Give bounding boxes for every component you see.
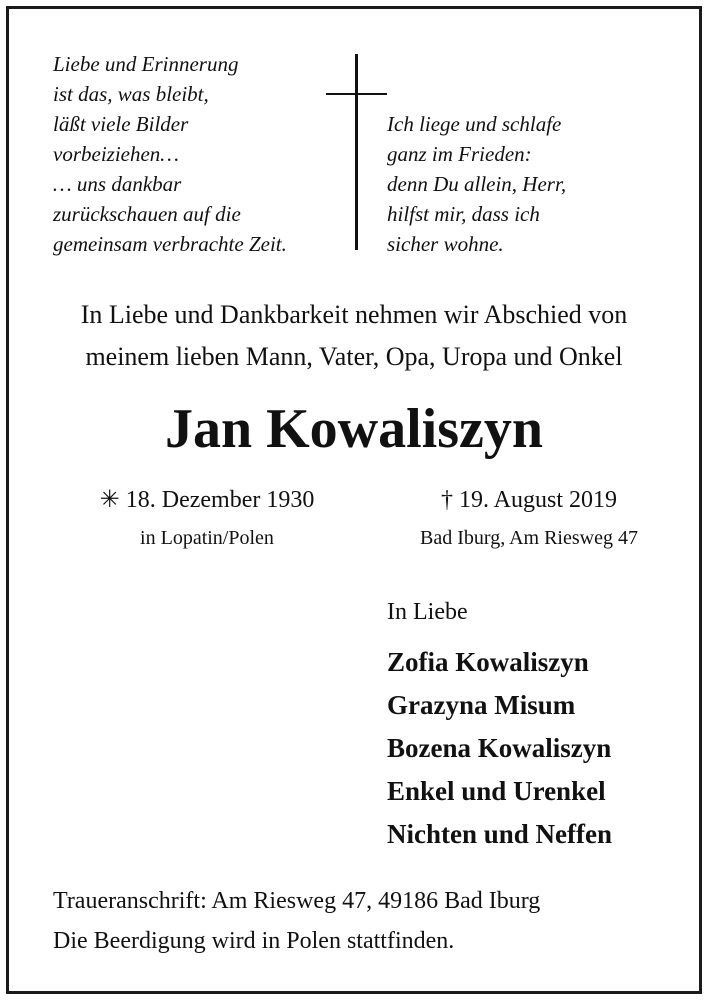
- cross-horizontal-bar: [326, 93, 387, 95]
- funeral-note: Die Beerdigung wird in Polen stattfinden.: [53, 928, 455, 954]
- mourner-name: Zofia Kowaliszyn: [387, 647, 589, 677]
- poem-left-line: zurückschauen auf die: [53, 202, 241, 226]
- poem-right-line: sicher wohne.: [387, 232, 504, 256]
- birth-date-line: [67, 483, 347, 517]
- poem-right-line: Ich liege und schlafe: [387, 112, 562, 136]
- birth-star-icon: ✳: [99, 487, 120, 513]
- footer-info: [53, 881, 540, 961]
- intro-line: meinem lieben Mann, Vater, Opa, Uropa und Onkel: [85, 342, 623, 371]
- poem-left-line: läßt viele Bilder: [53, 112, 189, 136]
- mourning-address: Traueranschrift: Am Riesweg 47, 49186 Bad Iburg: [53, 888, 541, 914]
- poem-left: [53, 49, 287, 259]
- poem-left-line: … uns dankbar: [53, 172, 182, 196]
- poem-right-line: hilfst mir, dass ich: [387, 202, 540, 226]
- birth-date: 18. Dezember 1930: [125, 487, 315, 513]
- poem-left-line: gemeinsam verbrachte Zeit.: [53, 232, 287, 256]
- poem-right-line: ganz im Frieden:: [387, 142, 532, 166]
- death-dagger-icon: †: [440, 487, 453, 513]
- mourners-label: In Liebe: [387, 599, 468, 625]
- intro-line: In Liebe und Dankbarkeit nehmen wir Abschied von: [80, 300, 628, 329]
- mourner-name: Nichten und Neffen: [387, 819, 613, 849]
- birth-place: in Lopatin/Polen: [140, 527, 274, 549]
- deceased-name: Jan Kowaliszyn: [164, 398, 544, 460]
- poem-left-line: vorbeiziehen…: [53, 142, 179, 166]
- poem-left-line: ist das, was bleibt,: [53, 82, 209, 106]
- birth-info: [67, 483, 347, 553]
- obituary-notice: [6, 6, 702, 994]
- cross-vertical-bar: [355, 54, 358, 250]
- poem-left-line: Liebe und Erinnerung: [53, 52, 239, 76]
- mourner-name: Enkel und Urenkel: [387, 776, 606, 806]
- mourner-name: Grazyna Misum: [387, 690, 576, 720]
- mourners-block: [387, 595, 612, 856]
- death-date: 19. August 2019: [458, 487, 617, 513]
- death-date-line: [379, 483, 679, 517]
- poem-right-line: denn Du allein, Herr,: [387, 172, 567, 196]
- death-info: [379, 483, 679, 553]
- death-place: Bad Iburg, Am Riesweg 47: [420, 527, 638, 549]
- mourner-name: Bozena Kowaliszyn: [387, 733, 612, 763]
- intro-text: [9, 294, 699, 378]
- poem-right: [387, 109, 566, 259]
